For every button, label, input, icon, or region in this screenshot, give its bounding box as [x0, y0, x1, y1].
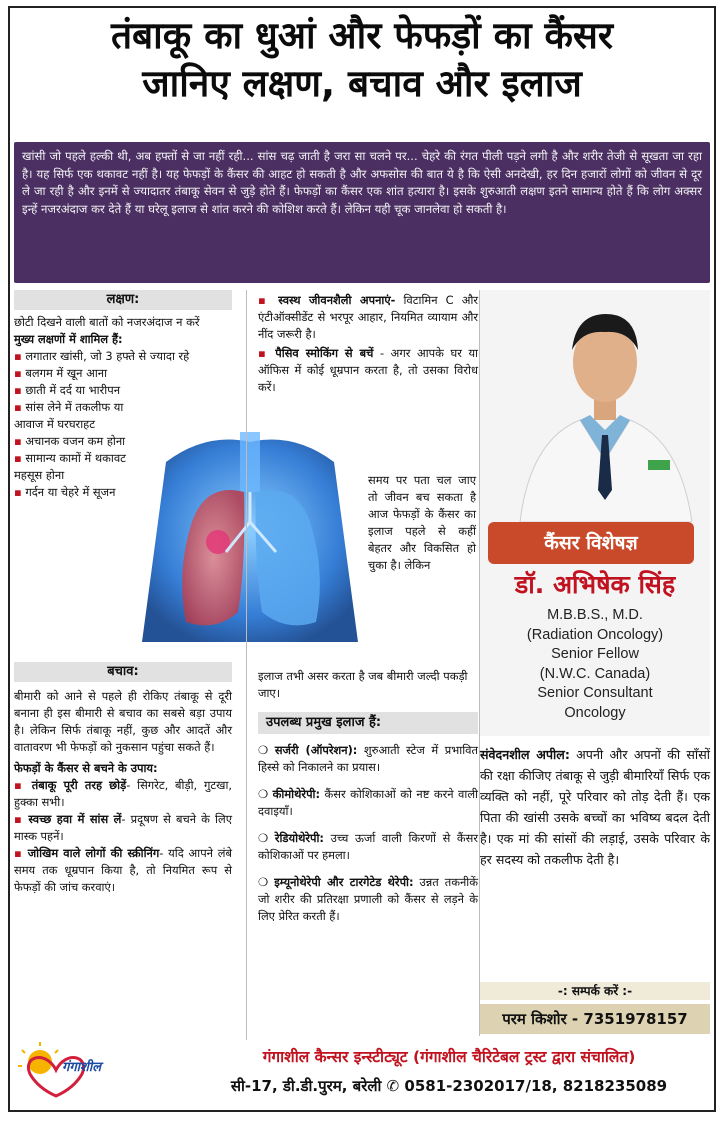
treatment-title: सर्जरी (ऑपरेशन):: [274, 743, 358, 757]
contact-heading: -: सम्पर्क करें :-: [480, 982, 710, 1000]
prevention-item-title: तंबाकू पूरी तरह छोड़ें: [31, 778, 127, 792]
prevention-item-text: - सिगरेट, बीड़ी, गुटखा, हुक्का सभी।: [14, 778, 233, 809]
treatments-list: [258, 742, 478, 935]
qualification-line: (N.W.C. Canada): [539, 665, 651, 682]
prevention-item: ▪ जोखिम वाले लोगों की स्क्रीनिंग- यदि आपने लंबे समय तक धूम्रपान किया है, तो नियमित रूप से फेफड़ों की जांच करवाएं।: [14, 846, 233, 894]
qualification-line: M.B.B.S., M.D.: [547, 607, 643, 623]
lifestyle-title: स्वस्थ जीवनशैली अपनाएं-: [278, 293, 396, 307]
lifestyle-text: विटामिन C और एंटीऑक्सीडेंट से भरपूर आहार, नियमित व्यायाम और नींद जरूरी है।: [258, 293, 478, 341]
symptom-item: ▪ बलगम में खून आना: [14, 366, 108, 380]
qualification-line: (Radiation Oncology): [526, 626, 664, 643]
prevention-item-title: जोखिम वाले लोगों की स्क्रीनिंग: [27, 846, 160, 860]
treatment-text: कैंसर कोशिकाओं को नष्ट करने वाली दवाइयाँ।: [258, 787, 478, 818]
treatment-text: शुरुआती स्टेज में प्रभावित हिस्से को निकालने का प्रयास।: [258, 743, 478, 774]
treatment-text: उन्नत तकनीकें जो शरीर की प्रतिरक्षा प्रणाली को कैंसर से लड़ने के लिए प्रेरित करती हैं।: [258, 875, 479, 923]
lifestyle-text: - अगर आपके घर या ऑफिस में कोई धूम्रपान करता है, तो उसका विरोध करें।: [258, 346, 479, 394]
doctor-qualifications: [480, 606, 710, 723]
symptom-text: बलगम में खून आना: [25, 366, 108, 380]
lifestyle-item: ▪ स्वस्थ जीवनशैली अपनाएं- विटामिन C और एंटीऑक्सीडेंट से भरपूर आहार, नियमित व्यायाम और नींद जरूरी है।: [258, 293, 478, 341]
appeal-text: अपनी और अपनों की साँसों की रक्षा कीजिए तंबाकू से जुड़ी बीमारियाँ सिर्फ एक व्यक्ति को नहीं, पूरे परिवार को तोड़ देती हैं। एक पिता की खांसी उसके बच्चों का भविष्य बदल देती है। एक मां की सांसों की लड़ाई, उसके परिवार के हर सदस्य को तकलीफ देती है।: [480, 747, 710, 867]
qualification-line: Senior Fellow: [551, 646, 639, 662]
lungs-illustration: [126, 432, 374, 654]
symptom-text: लगातार खांसी, जो 3 हफ्ते से ज्यादा रहे: [25, 349, 190, 363]
symptom-item: ▪ सामान्य कामों में थकावट महसूस होना: [14, 451, 126, 482]
symptom-text: सामान्य कामों में थकावट महसूस होना: [14, 451, 126, 482]
lifestyle-title: पैसिव स्मोकिंग से बचें: [275, 346, 374, 360]
treatment-title: कीमोथेरेपी:: [272, 787, 321, 801]
headline-line-1: तंबाकू का धुआं और फेफड़ों का कैंसर: [110, 14, 614, 57]
lifestyle-item: ▪ पैसिव स्मोकिंग से बचें - अगर आपके घर या ऑफिस में कोई धूम्रपान करता है, तो उसका विरोध करें।: [258, 346, 479, 394]
prevention-text: बीमारी को आने से पहले ही रोकिए तंबाकू से दूरी बनाना ही इस बीमारी से बचाव का सबसे बड़ा उपाय है। लेकिन सिर्फ तंबाकू नहीं, कुछ और आदतें और वातावरण भी फेफड़ों को नुकसान पहुंचा सकते हैं।: [14, 689, 232, 754]
prevention-item-text: - प्रदूषण से बचने के लिए मास्क पहनें।: [14, 812, 232, 843]
treatment-item: ❍ कीमोथेरेपी: कैंसर कोशिकाओं को नष्ट करने वाली दवाइयाँ।: [258, 787, 478, 818]
treatment-item: ❍ रेडियोथेरेपी: उच्च ऊर्जा वाली किरणों से कैंसर कोशिकाओं पर हमला।: [258, 831, 478, 862]
prevention-item: ▪ स्वच्छ हवा में सांस लें- प्रदूषण से बचने के लिए मास्क पहनें।: [14, 812, 232, 843]
prevention-subheading: फेफड़ों के कैंसर से बचने के उपाय:: [14, 761, 158, 775]
symptoms-heading: लक्षण:: [14, 290, 232, 310]
prevention-heading: बचाव:: [14, 662, 232, 682]
early-detection-text-2: इलाज तभी असर करता है जब बीमारी जल्दी पकड़ी जाए।: [258, 669, 468, 700]
institute-title: गंगाशील कैन्सर इन्स्टीट्यूट (गंगाशील चैरिटेबल ट्रस्ट द्वारा संचालित): [262, 1048, 636, 1066]
column-divider: [246, 290, 247, 1040]
treatment-item: ❍ इम्यूनोथेरेपी और टारगेटेड थेरेपी: उन्नत तकनीकें जो शरीर की प्रतिरक्षा प्रणाली को कैंसर से लड़ने के लिए प्रेरित करती हैं।: [258, 875, 479, 923]
qualification-line: Senior Consultant: [537, 685, 653, 701]
doctor-role-badge: कैंसर विशेषज्ञ: [488, 522, 694, 564]
contact-person: परम किशोर - 7351978157: [480, 1004, 710, 1034]
symptom-text: गर्दन या चेहरे में सूजन: [25, 485, 116, 499]
symptom-text: सांस लेने में तकलीफ या आवाज में घरघराहट: [14, 400, 124, 431]
prevention-item: ▪ तंबाकू पूरी तरह छोड़ें- सिगरेट, बीड़ी, गुटखा, हुक्का सभी।: [14, 778, 233, 809]
symptom-item: ▪ अचानक वजन कम होना: [14, 434, 126, 448]
intro-box: खांसी जो पहले हल्की थी, अब हफ्तों से जा नहीं रही... सांस चढ़ जाती है जरा सा चलने पर... चेहरे की रंगत पीली पड़ने लगी है और शरीर तेजी से सूखता जा रहा है। यह सिर्फ एक थकावट नहीं है। यह फेफड़ों के कैंसर की आहट हो सकती है और अफसोस की बात ये है कि ऐसी अनदेखी, हर दिन हजारों लोगों को जीवन से दूर ले जा रही है और इनमें से ज्यादातर तंबाकू सेवन से जुड़े होते हैं। फेफड़ों का कैंसर एक शांत हत्यारा है। इसके शुरुआती लक्षण इतने सामान्य होते हैं कि लोग अक्सर इन्हें नजरअंदाज कर देते हैं या घरेलू इलाज से शांत करने की कोशिश करते हैं। लेकिन यही चूक जानलेवा हो सकती है।: [14, 142, 710, 283]
logo-text: गंगाशील: [62, 1060, 102, 1075]
early-detection-text: समय पर पता चल जाए तो जीवन बच सकता है आज फेफड़ों के कैंसर का इलाज पहले से कहीं बेहतर और विकसित हो चुका है। लेकिन: [368, 473, 476, 572]
treatment-title: इम्यूनोथेरेपी और टारगेटेड थेरेपी:: [274, 875, 414, 889]
qualification-line: Oncology: [564, 704, 626, 721]
prevention-item-title: स्वच्छ हवा में सांस लें: [28, 812, 122, 826]
headline-line-2: जानिए लक्षण, बचाव और इलाज: [142, 62, 582, 105]
symptom-item: ▪ लगातार खांसी, जो 3 हफ्ते से ज्यादा रहे: [14, 349, 190, 363]
appeal-section: [480, 744, 710, 870]
appeal-title: संवेदनशील अपील:: [480, 747, 570, 762]
institute-address: सी-17, डी.डी.पुरम, बरेली ✆ 0581-2302017/18, 8218235089: [230, 1077, 668, 1095]
prevention-section: [14, 688, 232, 896]
symptom-text: अचानक वजन कम होना: [25, 434, 126, 448]
symptom-text: छाती में दर्द या भारीपन: [25, 383, 121, 397]
treatment-title: रेडियोथेरेपी:: [274, 831, 324, 845]
lifestyle-section: [258, 292, 478, 396]
symptoms-intro: छोटी दिखने वाली बातों को नजरअंदाज न करें: [14, 315, 200, 329]
symptoms-subheading: मुख्य लक्षणों में शामिल हैं:: [14, 332, 123, 346]
treatment-item: ❍ सर्जरी (ऑपरेशन): शुरुआती स्टेज में प्रभावित हिस्से को निकालने का प्रयास।: [258, 743, 478, 774]
doctor-photo: [510, 290, 700, 522]
doctor-name: डॉ. अभिषेक सिंह: [514, 570, 676, 599]
treatment-text: उच्च ऊर्जा वाली किरणों से कैंसर कोशिकाओं पर हमला।: [258, 831, 478, 862]
headline: [10, 12, 714, 108]
symptom-item: ▪ छाती में दर्द या भारीपन: [14, 383, 121, 397]
treatments-heading: उपलब्ध प्रमुख इलाज हैं:: [258, 712, 478, 734]
prevention-item-text: - यदि आपने लंबे समय तक धूम्रपान किया है, तो नियमित रूप से फेफड़ों की जांच करवाएं।: [14, 846, 233, 894]
symptom-item: ▪ सांस लेने में तकलीफ या आवाज में घरघराहट: [14, 400, 124, 431]
symptom-item: ▪ गर्दन या चेहरे में सूजन: [14, 485, 116, 499]
